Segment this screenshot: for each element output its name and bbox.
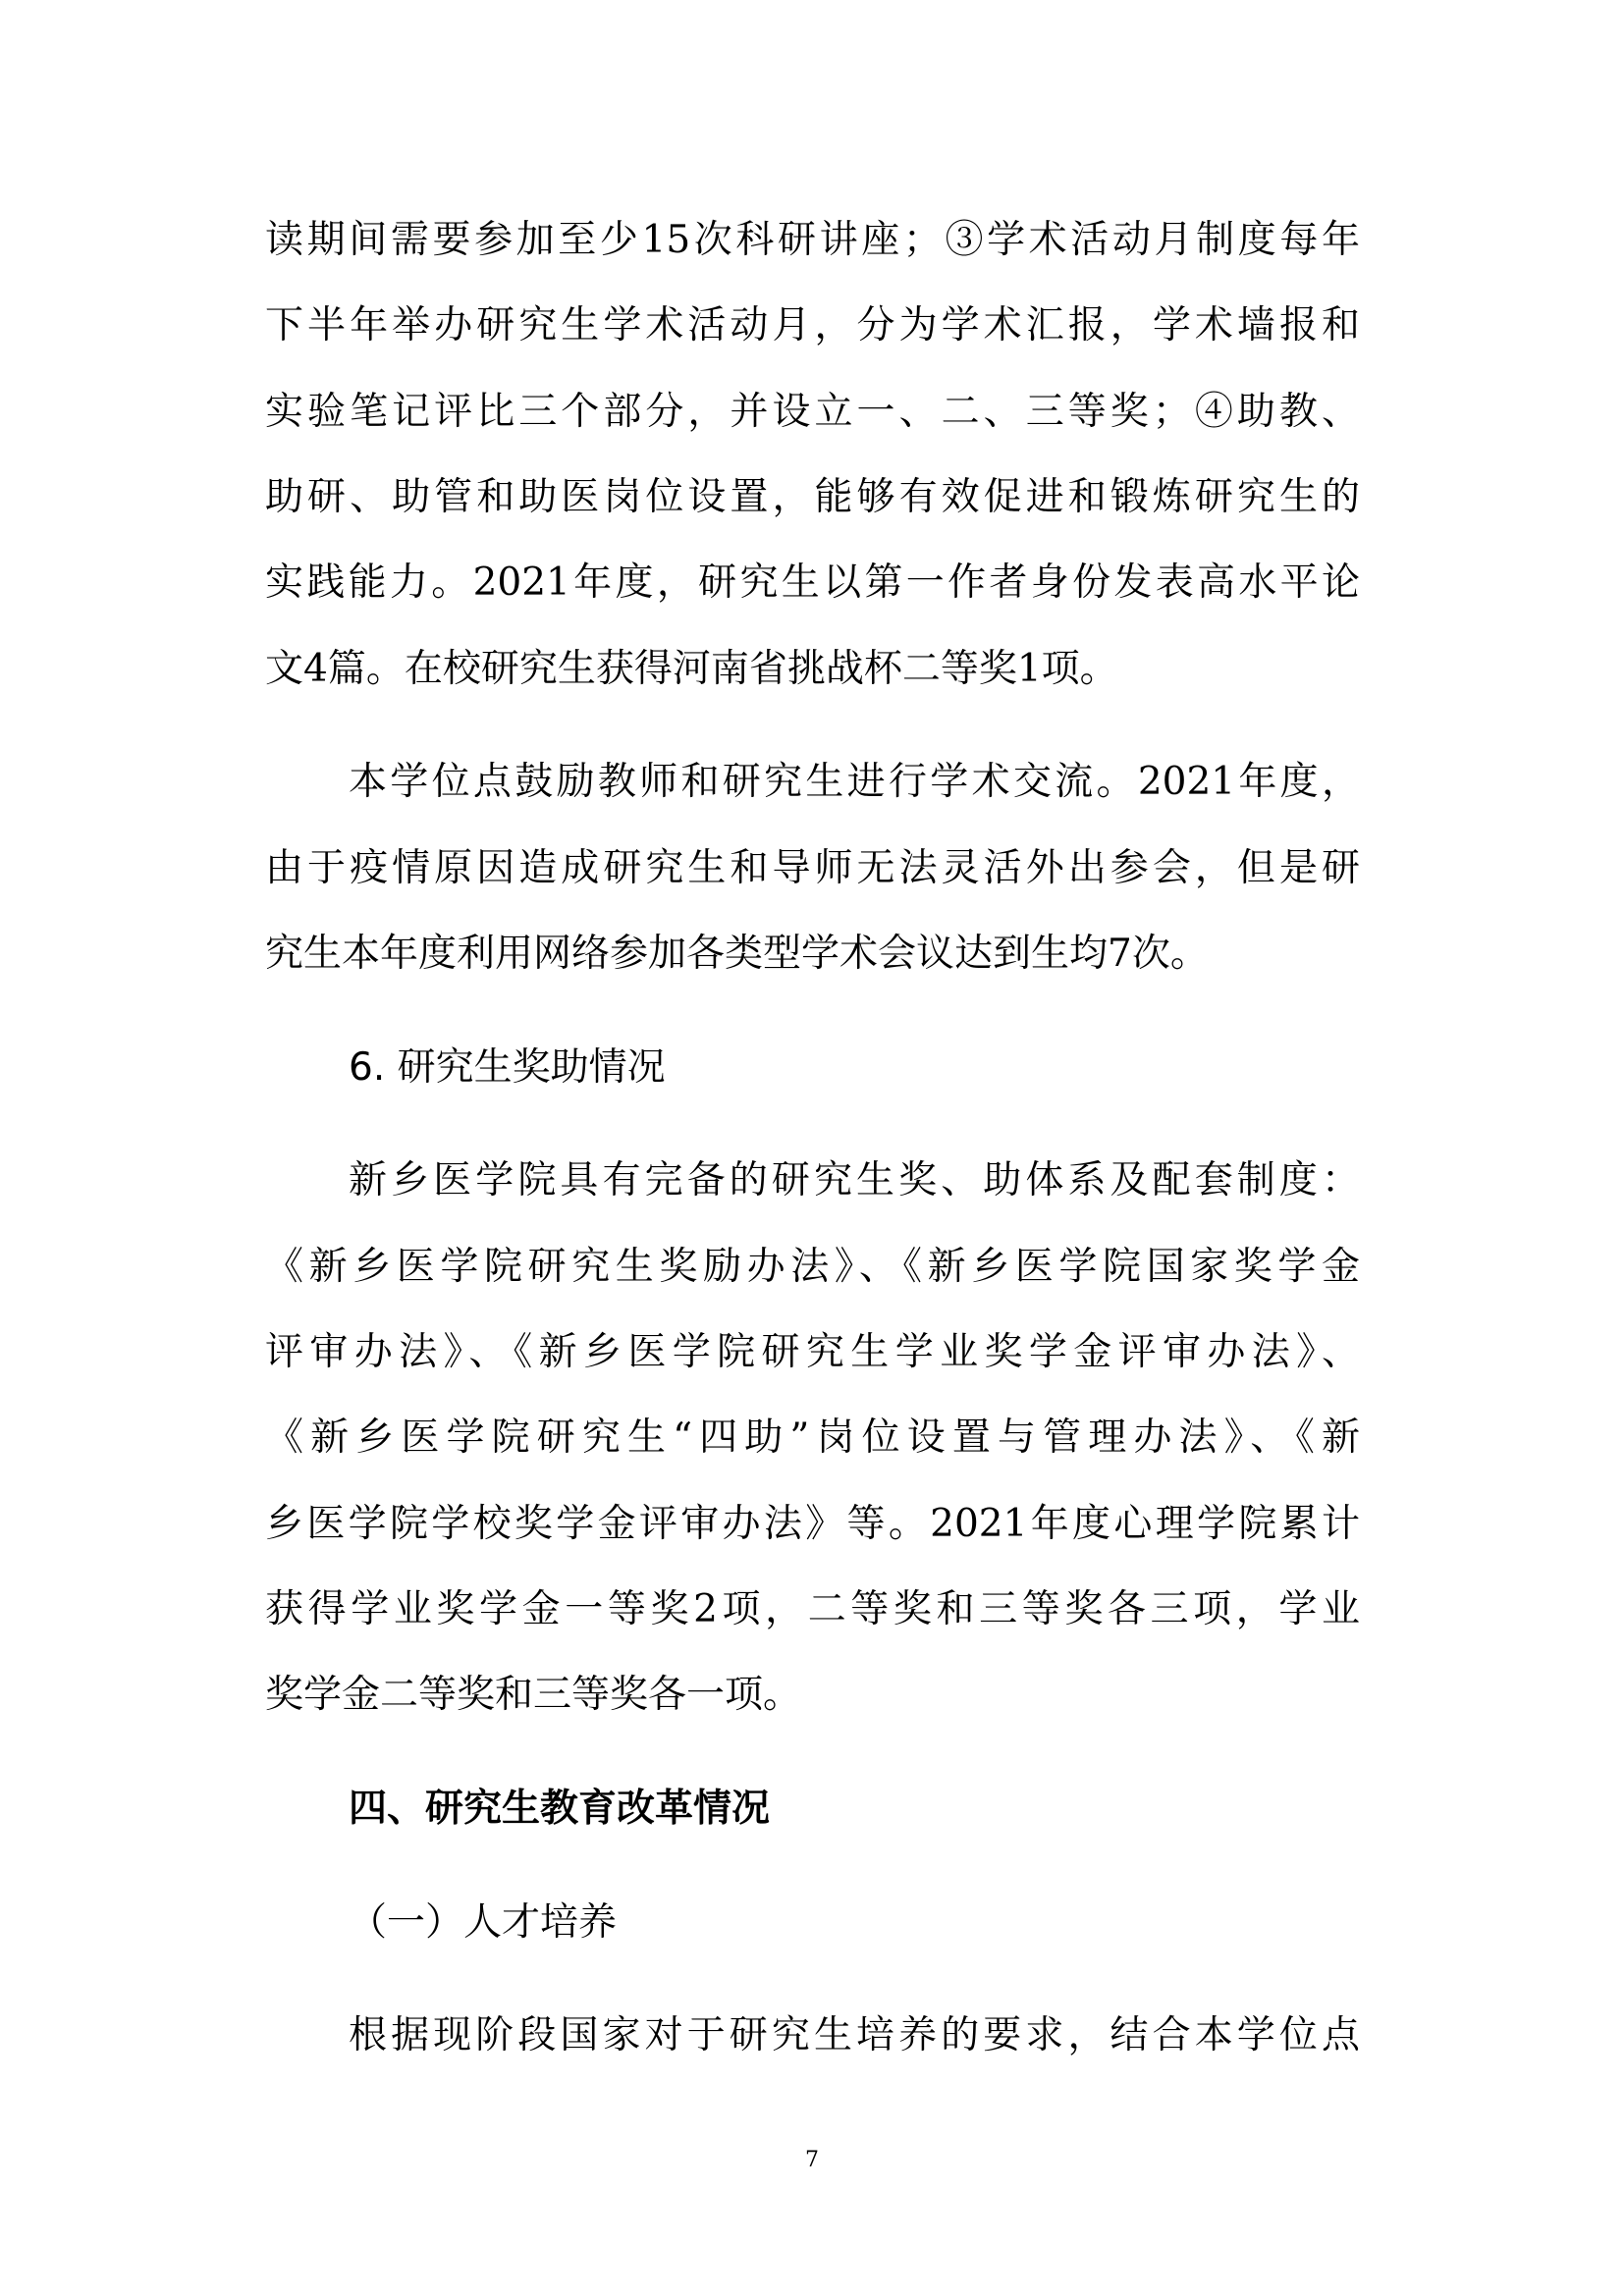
text-line: 实践能力。2021年度，研究生以第一作者身份发表高水平论 <box>265 561 1360 605</box>
text-line: 评审办法》、《新乡医学院研究生学业奖学金评审办法》、 <box>265 1330 1360 1374</box>
text-line: 由于疫情原因造成研究生和导师无法灵活外出参会，但是研 <box>265 846 1360 890</box>
text-line: 文4篇。在校研究生获得河南省挑战杯二等奖1项。 <box>265 647 1118 691</box>
text-line: 乡医学院学校奖学金评审办法》等。2021年度心理学院累计 <box>265 1502 1360 1546</box>
chapter-title: 四、研究生教育改革情况 <box>349 1787 771 1831</box>
text-line: 本学位点鼓励教师和研究生进行学术交流。2021年度， <box>349 760 1360 804</box>
text-line: 实验笔记评比三个部分，并设立一、二、三等奖；④助教、 <box>265 390 1360 434</box>
text-line: 《新乡医学院研究生奖励办法》、《新乡医学院国家奖学金 <box>265 1245 1360 1289</box>
section-title: 6. 研究生奖助情况 <box>349 1045 666 1090</box>
text-line: 《新乡医学院研究生“四助”岗位设置与管理办法》、《新 <box>265 1415 1360 1460</box>
text-line: 助研、助管和助医岗位设置，能够有效促进和锻炼研究生的 <box>265 475 1360 519</box>
text-line: 究生本年度利用网络参加各类型学术会议达到生均7次。 <box>265 932 1209 976</box>
text-line: 奖学金二等奖和三等奖各一项。 <box>265 1673 802 1717</box>
text-line: 新乡医学院具有完备的研究生奖、助体系及配套制度： <box>349 1158 1360 1202</box>
text-line: 下半年举办研究生学术活动月，分为学术汇报，学术墙报和 <box>265 303 1360 347</box>
text-line: 读期间需要参加至少15次科研讲座；③学术活动月制度每年 <box>265 218 1360 262</box>
text-line: 获得学业奖学金一等奖2项，二等奖和三等奖各三项，学业 <box>265 1587 1360 1631</box>
subsection-title: （一）人才培养 <box>349 1900 618 1945</box>
page-number: 7 <box>805 2148 819 2172</box>
text-line: 根据现阶段国家对于研究生培养的要求，结合本学位点 <box>349 2013 1360 2057</box>
